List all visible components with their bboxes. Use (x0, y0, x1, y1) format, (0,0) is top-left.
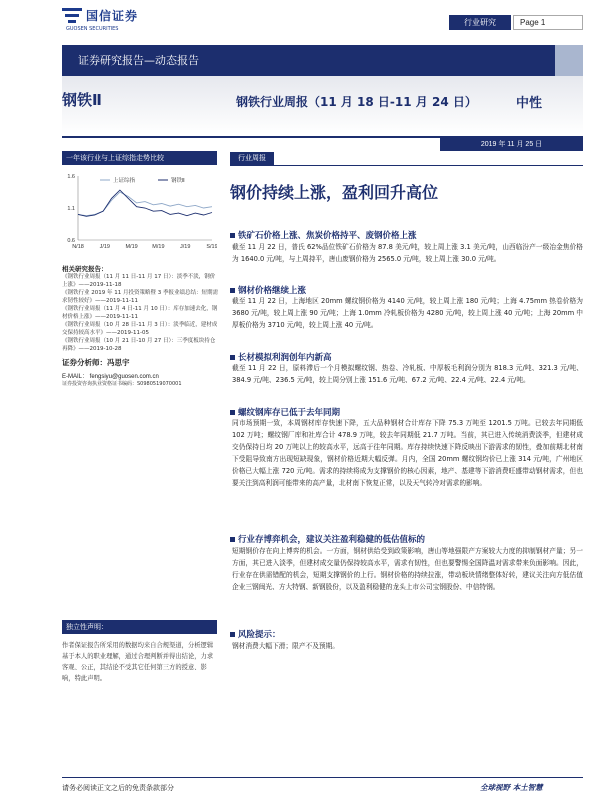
legend-label: 上证综指 (113, 178, 136, 184)
report-date: 2019 年 11 月 25 日 (440, 138, 583, 151)
y-tick-label: 1.1 (67, 206, 75, 212)
bullet-icon (230, 355, 235, 360)
footer-disclaimer: 请务必阅读正文之后的免责条款部分 (62, 784, 174, 792)
page-number: Page 1 (513, 15, 583, 30)
section-tag: 行业周报 (230, 152, 274, 165)
related-item[interactable]: 《钢铁行业 2019 年 11 月投资策略暨 3 季报业绩总结：短期需求韧性较好》——2019-11-11 (62, 290, 218, 304)
footer-rule (62, 777, 583, 778)
trend-chart (62, 168, 217, 260)
bullet-icon (230, 288, 235, 293)
brand-logo (62, 6, 138, 24)
related-item[interactable]: 《钢铁行业周报（10 月 28 日-11 月 3 日）：淡季临近，建材成交保持较高水平》——2019-11-05 (62, 322, 218, 336)
section-heading: 铁矿石价格上涨、焦炭价格持平、废钢价格上涨 (230, 229, 417, 241)
bullet-icon (230, 537, 235, 542)
section-heading: 螺纹钢库存已低于去年同期 (230, 406, 340, 418)
disclaimer-text: 作者保证报告所采用的数据均来自合规渠道，分析逻辑基于本人的职业理解，通过合理判断并得出结论，力求客观、公正，其结论不受其它任何第三方的授意、影响，特此声明。 (62, 642, 214, 682)
x-tick-label: M/19 (152, 244, 165, 250)
banner-decoration (555, 45, 583, 76)
logo-icon (62, 6, 82, 24)
x-tick-label: J/19 (179, 244, 191, 250)
chart-title: 一年该行业与上证综指走势比较 (62, 151, 217, 165)
section-body: 短期钢价存在向上博弈的机会。一方面，钢材供给受到政策影响，唐山等地强限产方案较大力度的抑制钢材产量；另一方面，其已进入淡季，但建材成交量仍保持较高水平，需求有韧性，但也要警惕全国降温对需求带来负面影响。因此，行业存在供需错配的机会，短期支撑钢价的上行。钢材价格的持续拉涨，带动板块情绪整体好转，建议关注向方低估值企业三钢闽光、方大特钢、新钢股份，以及盈利稳健的龙头上市公司宝钢股份、中信特钢。 (232, 547, 583, 591)
main-title: 钢价持续上涨，盈利回升高位 (230, 183, 439, 202)
brand-sub: GUOSEN SECURITIES (66, 26, 119, 32)
series-line (78, 192, 212, 216)
bullet-icon (230, 410, 235, 415)
section-body: 截至 11 月 22 日，原料滞后一个月模拟螺纹钢、热卷、冷轧板、中厚板毛利润分别为 818.3 元/吨、321.3 元/吨、384.9 元/吨、236.5 元/吨，较上周分别上涨 151.6 元/吨、67.2 元/吨、22.4 元/吨、22.4 元/吨。 (232, 364, 583, 384)
x-tick-label: S/19 (206, 244, 217, 250)
section-heading: 长材模拟利润创年内新高 (230, 351, 332, 363)
brand-name: 国信证券 (86, 8, 139, 23)
analyst-email[interactable]: E-MAIL： fengsiyu@guosen.com.cn (62, 374, 159, 380)
report-type-banner: 证券研究报告—动态报告 (62, 45, 555, 76)
bullet-icon (230, 632, 235, 637)
x-tick-label: J/19 (99, 244, 111, 250)
analyst-name: 证券分析师：冯思宇 (62, 358, 130, 367)
rating-label: 中性 (516, 96, 543, 111)
legend-label: 钢铁Ⅱ (171, 178, 185, 184)
section-heading: 钢材价格继续上涨 (230, 284, 306, 296)
chart-svg (62, 168, 217, 260)
related-title: 相关研究报告： (62, 265, 108, 273)
footer-slogan: 全球视野 本土智慧 (480, 783, 543, 792)
related-item[interactable]: 《钢铁行业周报（10 月 21 日-10 月 27 日）：三季度板块持仓再降》——2019-10-28 (62, 338, 216, 352)
section-body: 同市场预期一致，本周钢材库存快速下降，五大品种钢材合计库存下降 75.3 万吨至 1201.5 万吨。已较去年同期低 102 万吨；螺纹钢厂库和社库合计 478.9 万吨，较去年同期低 21.7 万吨。当前，其已进入传统消费淡季，但建材成交仍保持日均 20 万吨以上的较高水平，远高于往年同期。库存持续快速下降反映出下游需求的韧性，叠加前期北材南下受阻导致南方出现短缺现象，钢材价格近期大幅反弹。月内，全国 20mm 螺纹钢均价已上涨 314 元/吨，广州地区价格已大幅上涨 720 元/吨。需求的持续将成为支撑钢价的核心因素，地产、基建等下游消费旺盛带动钢材需求，但也要关注到高利润可能带来的高产量，北材南下恢复正常，以及天气转冷对需求的影响。 (232, 419, 583, 487)
y-tick-label: 1.6 (67, 174, 75, 180)
analyst-cert: 证券投资咨询执业资格证书编码：S0980519070001 (62, 381, 182, 387)
section-body: 截至 11 月 22 日，普氏 62%品位铁矿石价格为 87.8 美元/吨，较上周上涨 3.1 美元/吨，山西临汾产一级冶金焦价格为 1640.0 元/吨，与上周持平，唐山废钢价格为 2565.0 元/吨，较上周上涨 30.0 元/吨。 (232, 243, 583, 263)
section-rule (230, 165, 583, 166)
section-heading: 风险提示： (230, 628, 281, 640)
section-body: 钢材消费大幅下滑；限产不及预期。 (232, 642, 339, 650)
series-line (78, 190, 212, 216)
disclaimer-title: 独立性声明： (62, 620, 217, 634)
report-title: 钢铁行业周报（11 月 18 日-11 月 24 日） (236, 95, 477, 109)
bullet-icon (230, 233, 235, 238)
header-tag: 行业研究 (449, 15, 511, 30)
related-item[interactable]: 《钢铁行业周报（11 月 11 日-11 月 17 日）：淡季不淡，钢价上涨》——2019-11-18 (62, 274, 216, 288)
x-tick-label: N/18 (72, 244, 84, 250)
y-tick-label: 0.6 (67, 238, 75, 244)
x-tick-label: M/19 (125, 244, 138, 250)
section-body: 截至 11 月 22 日，上海地区 20mm 螺纹钢价格为 4140 元/吨，较上周上涨 180 元/吨；上海 4.75mm 热卷价格为 3680 元/吨，较上周上涨 90 元/吨；上海 1.0mm 冷轧板价格为 4280 元/吨，较上周上涨 40 元/吨；上海 20mm 中厚板价格为 3710 元/吨，较上周上涨 40 元/吨。 (232, 297, 583, 329)
section-heading: 行业存博弈机会，建议关注盈利稳健的低估值标的 (230, 533, 425, 545)
sector-name: 钢铁Ⅱ (62, 91, 102, 109)
related-item[interactable]: 《钢铁行业周报（11 月 4 日-11 月 10 日）：库存加速去化，钢材价格上涨》——2019-11-11 (62, 306, 218, 320)
